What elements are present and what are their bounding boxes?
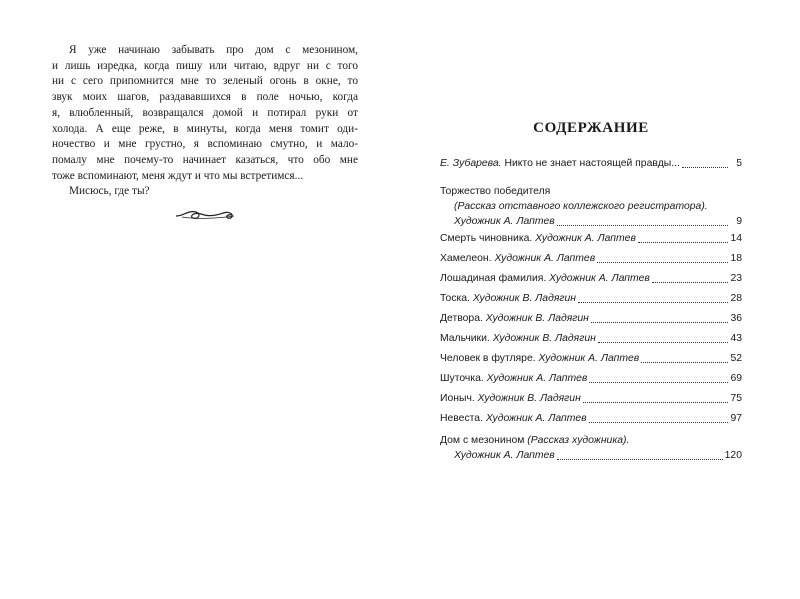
toc-entry[interactable] — [440, 391, 742, 406]
leader-dots — [597, 262, 728, 263]
toc-entry[interactable] — [440, 351, 742, 366]
toc-page-number: 52 — [730, 353, 742, 364]
leader-dots — [583, 402, 728, 403]
leader-dots — [682, 167, 728, 168]
toc-entry[interactable] — [440, 433, 742, 463]
toc-title-text: Торжество победителя — [440, 186, 551, 197]
toc-illustrator: Художник А. Лаптев — [454, 450, 555, 461]
leader-dots — [557, 459, 723, 460]
left-page — [52, 43, 358, 200]
story-paragraph — [52, 43, 358, 184]
toc-illustrator: Художник В. Ладягин — [485, 313, 589, 324]
toc-illustrator: Художник А. Лаптев — [485, 413, 587, 424]
leader-dots — [598, 342, 728, 343]
toc-page-number: 97 — [730, 413, 742, 424]
leader-dots — [591, 322, 728, 323]
paragraph-line: и лишь изредка, когда пишу или читаю, вдруг ни с того — [52, 59, 358, 72]
toc-page-number: 9 — [736, 216, 742, 227]
toc-entry[interactable] — [440, 411, 742, 426]
toc-subtitle: (Рассказ отставного коллежского регистратора). — [454, 201, 708, 212]
toc-entry[interactable] — [440, 156, 742, 171]
toc-entry[interactable] — [440, 331, 742, 346]
toc-page-number: 36 — [730, 313, 742, 324]
toc-entry[interactable] — [440, 311, 742, 326]
leader-dots — [638, 242, 728, 243]
toc-illustrator: Художник А. Лаптев — [494, 253, 596, 264]
toc-title-text: Дом с мезонином — [440, 435, 525, 446]
toc-page-number: 14 — [730, 233, 742, 244]
toc-title-text: Смерть чиновника. — [440, 233, 533, 244]
leader-dots — [652, 282, 728, 283]
toc-illustrator: Художник В. Ладягин — [477, 393, 581, 404]
leader-dots — [641, 362, 728, 363]
toc-page-number: 23 — [730, 273, 742, 284]
toc-page-number: 28 — [730, 293, 742, 304]
toc-title-text: Лошадиная фамилия. — [440, 273, 547, 284]
toc-entry[interactable] — [440, 231, 742, 246]
toc-page-number: 43 — [730, 333, 742, 344]
toc-illustrator: Художник А. Лаптев — [535, 233, 636, 244]
leader-dots — [589, 422, 728, 423]
paragraph-line: Я уже начинаю забывать про дом с мезонином, — [69, 44, 358, 56]
toc-title-text: Хамелеон. — [440, 253, 492, 264]
paragraph-line: ни с сего припомнится мне то зеленый огонь в окне, то — [52, 75, 358, 88]
toc-entry[interactable] — [440, 291, 742, 306]
toc-page-number: 75 — [730, 393, 742, 404]
paragraph-line: я, влюбленный, возвращался домой и потирал руки от — [52, 106, 358, 119]
toc-page-number: 18 — [730, 253, 742, 264]
closing-line: Мисюсь, где ты? — [69, 185, 150, 198]
toc-title-text: Детвора. — [440, 313, 483, 324]
toc-title-text: Шуточка. — [440, 373, 484, 384]
toc-page-number: 5 — [736, 158, 742, 169]
toc-entry[interactable] — [440, 184, 742, 229]
paragraph-line: звук моих шагов, раздававшихся в поле ночью, когда — [52, 91, 358, 104]
toc-page-number: 120 — [724, 450, 742, 461]
leader-dots — [578, 302, 728, 303]
flourish-ornament-icon — [174, 206, 236, 226]
toc-title-text: Человек в футляре. — [440, 353, 536, 364]
leader-dots — [557, 225, 728, 226]
paragraph-line: холода. А еще реже, в минуты, когда меня томит оди- — [52, 122, 358, 135]
toc-title-text: Тоска. — [440, 293, 470, 304]
toc-subtitle: (Рассказ художника). — [527, 435, 630, 446]
toc-author: Е. Зубарева. — [440, 158, 502, 169]
toc-title-text: Ионыч. — [440, 393, 475, 404]
toc-title: СОДЕРЖАНИЕ — [533, 120, 649, 136]
leader-dots — [589, 382, 728, 383]
toc-illustrator: Художник А. Лаптев — [538, 353, 640, 364]
toc-illustrator: Художник В. Ладягин — [492, 333, 596, 344]
toc-illustrator: Художник А. Лаптев — [454, 216, 555, 227]
toc-title-text: Невеста. — [440, 413, 483, 424]
toc-illustrator: Художник А. Лаптев — [486, 373, 588, 384]
paragraph-line: ночество и мне грустно, я вспоминаю смутно, и мало- — [52, 138, 358, 151]
paragraph-line: помалу мне почему-то начинает казаться, что обо мне — [52, 153, 358, 166]
toc-illustrator: Художник А. Лаптев — [549, 273, 650, 284]
toc-entry[interactable] — [440, 271, 742, 286]
toc-title-text: Никто не знает настоящей правды... — [504, 158, 680, 169]
paragraph-line: тоже вспоминают, меня ждут и что мы встретимся... — [52, 169, 304, 182]
toc-page-number: 69 — [730, 373, 742, 384]
toc-entry[interactable] — [440, 251, 742, 266]
toc-illustrator: Художник В. Ладягин — [472, 293, 576, 304]
toc-entry[interactable] — [440, 371, 742, 386]
toc-title-text: Мальчики. — [440, 333, 490, 344]
